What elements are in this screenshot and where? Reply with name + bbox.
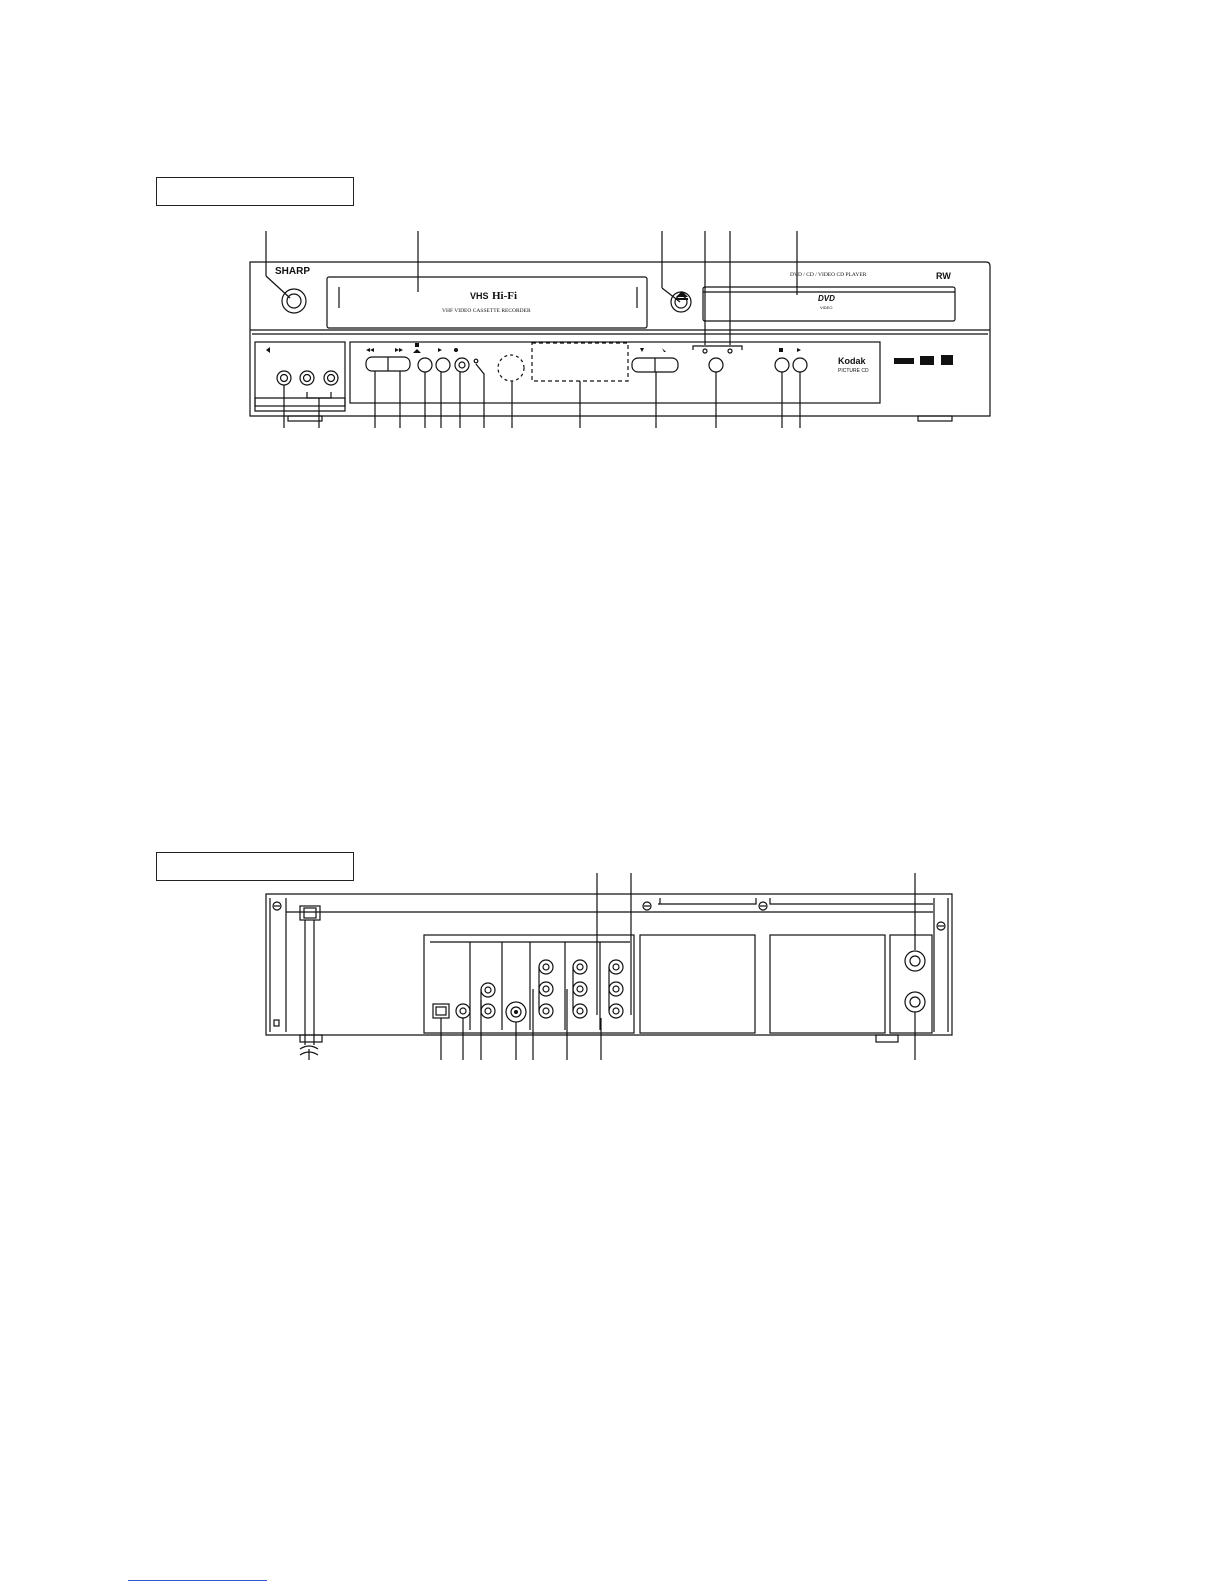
- brand-logo: SHARP: [275, 266, 311, 277]
- vcr-caption: VHF VIDEO CASSETTE RECORDER: [442, 308, 531, 314]
- kodak-logo: Kodak: [838, 356, 866, 366]
- vcr-logo: VHS: [470, 291, 489, 301]
- dvd-logo: DVD: [818, 294, 835, 303]
- power-button: [282, 289, 306, 313]
- rw-badge: RW: [936, 271, 951, 281]
- kodak-picture-cd: PICTURE CD: [838, 368, 869, 374]
- dvd-logo-sub: VIDEO: [820, 305, 833, 310]
- footer-rule: [128, 1580, 267, 1581]
- front-panel-diagram: [0, 0, 1225, 450]
- rear-panel-diagram: [0, 860, 1225, 1070]
- vcr-hifi-logo: Hi-Fi: [492, 290, 518, 302]
- dvd-caption: DVD / CD / VIDEO CD PLAYER: [790, 272, 867, 278]
